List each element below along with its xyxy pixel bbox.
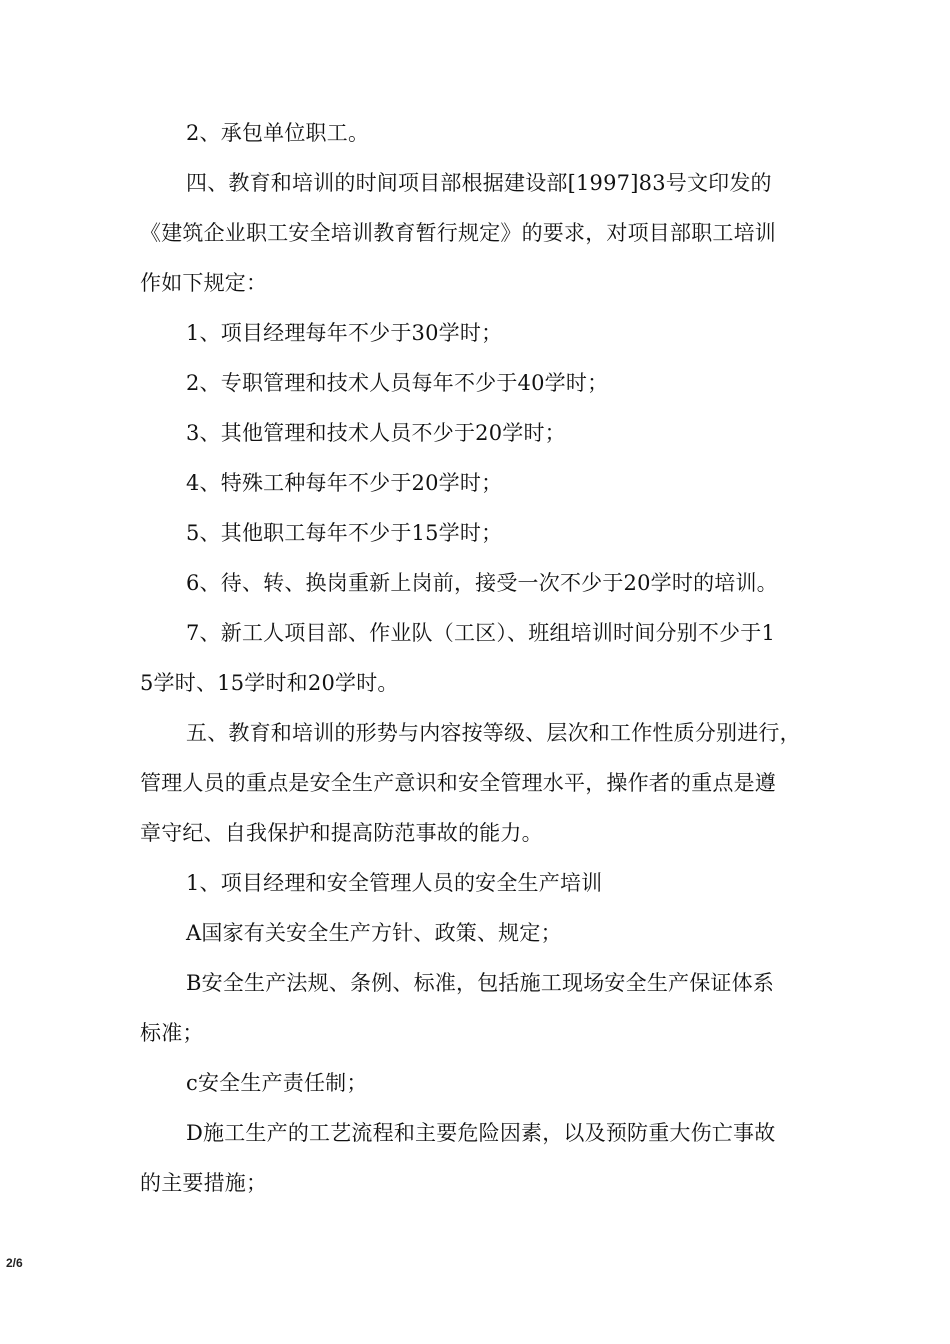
paragraph-line: 作如下规定： xyxy=(140,271,268,295)
paragraph-line: 2、承包单位职工。 xyxy=(186,121,370,145)
paragraph-line: 5学时、15学时和20学时。 xyxy=(140,671,399,695)
paragraph-line: D施工生产的工艺流程和主要危险因素，以及预防重大伤亡事故 xyxy=(186,1121,776,1145)
page-number: 2/6 xyxy=(6,1256,23,1270)
paragraph-line: 《建筑企业职工安全培训教育暂行规定》的要求，对项目部职工培训 xyxy=(140,221,776,245)
paragraph-line: 5、其他职工每年不少于15学时； xyxy=(186,521,503,545)
paragraph-line: c安全生产责任制； xyxy=(186,1071,368,1095)
paragraph-line: 章守纪、自我保护和提高防范事故的能力。 xyxy=(140,821,543,845)
paragraph-line: 4、特殊工种每年不少于20学时； xyxy=(186,471,503,495)
paragraph-line: 的主要措施； xyxy=(140,1171,268,1195)
paragraph-line: B安全生产法规、条例、标准，包括施工现场安全生产保证体系 xyxy=(186,971,775,995)
paragraph-line: 管理人员的重点是安全生产意识和安全管理水平，操作者的重点是遵 xyxy=(140,771,776,795)
paragraph-line: 7、新工人项目部、作业队（工区）、班组培训时间分别不少于1 xyxy=(186,621,776,645)
paragraph-line: 四、教育和培训的时间项目部根据建设部[1997]83号文印发的 xyxy=(186,171,772,195)
paragraph-line: 2、专职管理和技术人员每年不少于40学时； xyxy=(186,371,609,395)
paragraph-line: 1、项目经理每年不少于30学时； xyxy=(186,321,503,345)
paragraph-line: 标准； xyxy=(140,1021,204,1045)
paragraph-line: 五、教育和培训的形势与内容按等级、层次和工作性质分别进行， xyxy=(186,721,801,745)
paragraph-line: 3、其他管理和技术人员不少于20学时； xyxy=(186,421,566,445)
paragraph-line: A国家有关安全生产方针、政策、规定； xyxy=(186,921,562,945)
paragraph-line: 6、待、转、换岗重新上岗前，接受一次不少于20学时的培训。 xyxy=(186,571,778,595)
paragraph-line: 1、项目经理和安全管理人员的安全生产培训 xyxy=(186,871,603,895)
